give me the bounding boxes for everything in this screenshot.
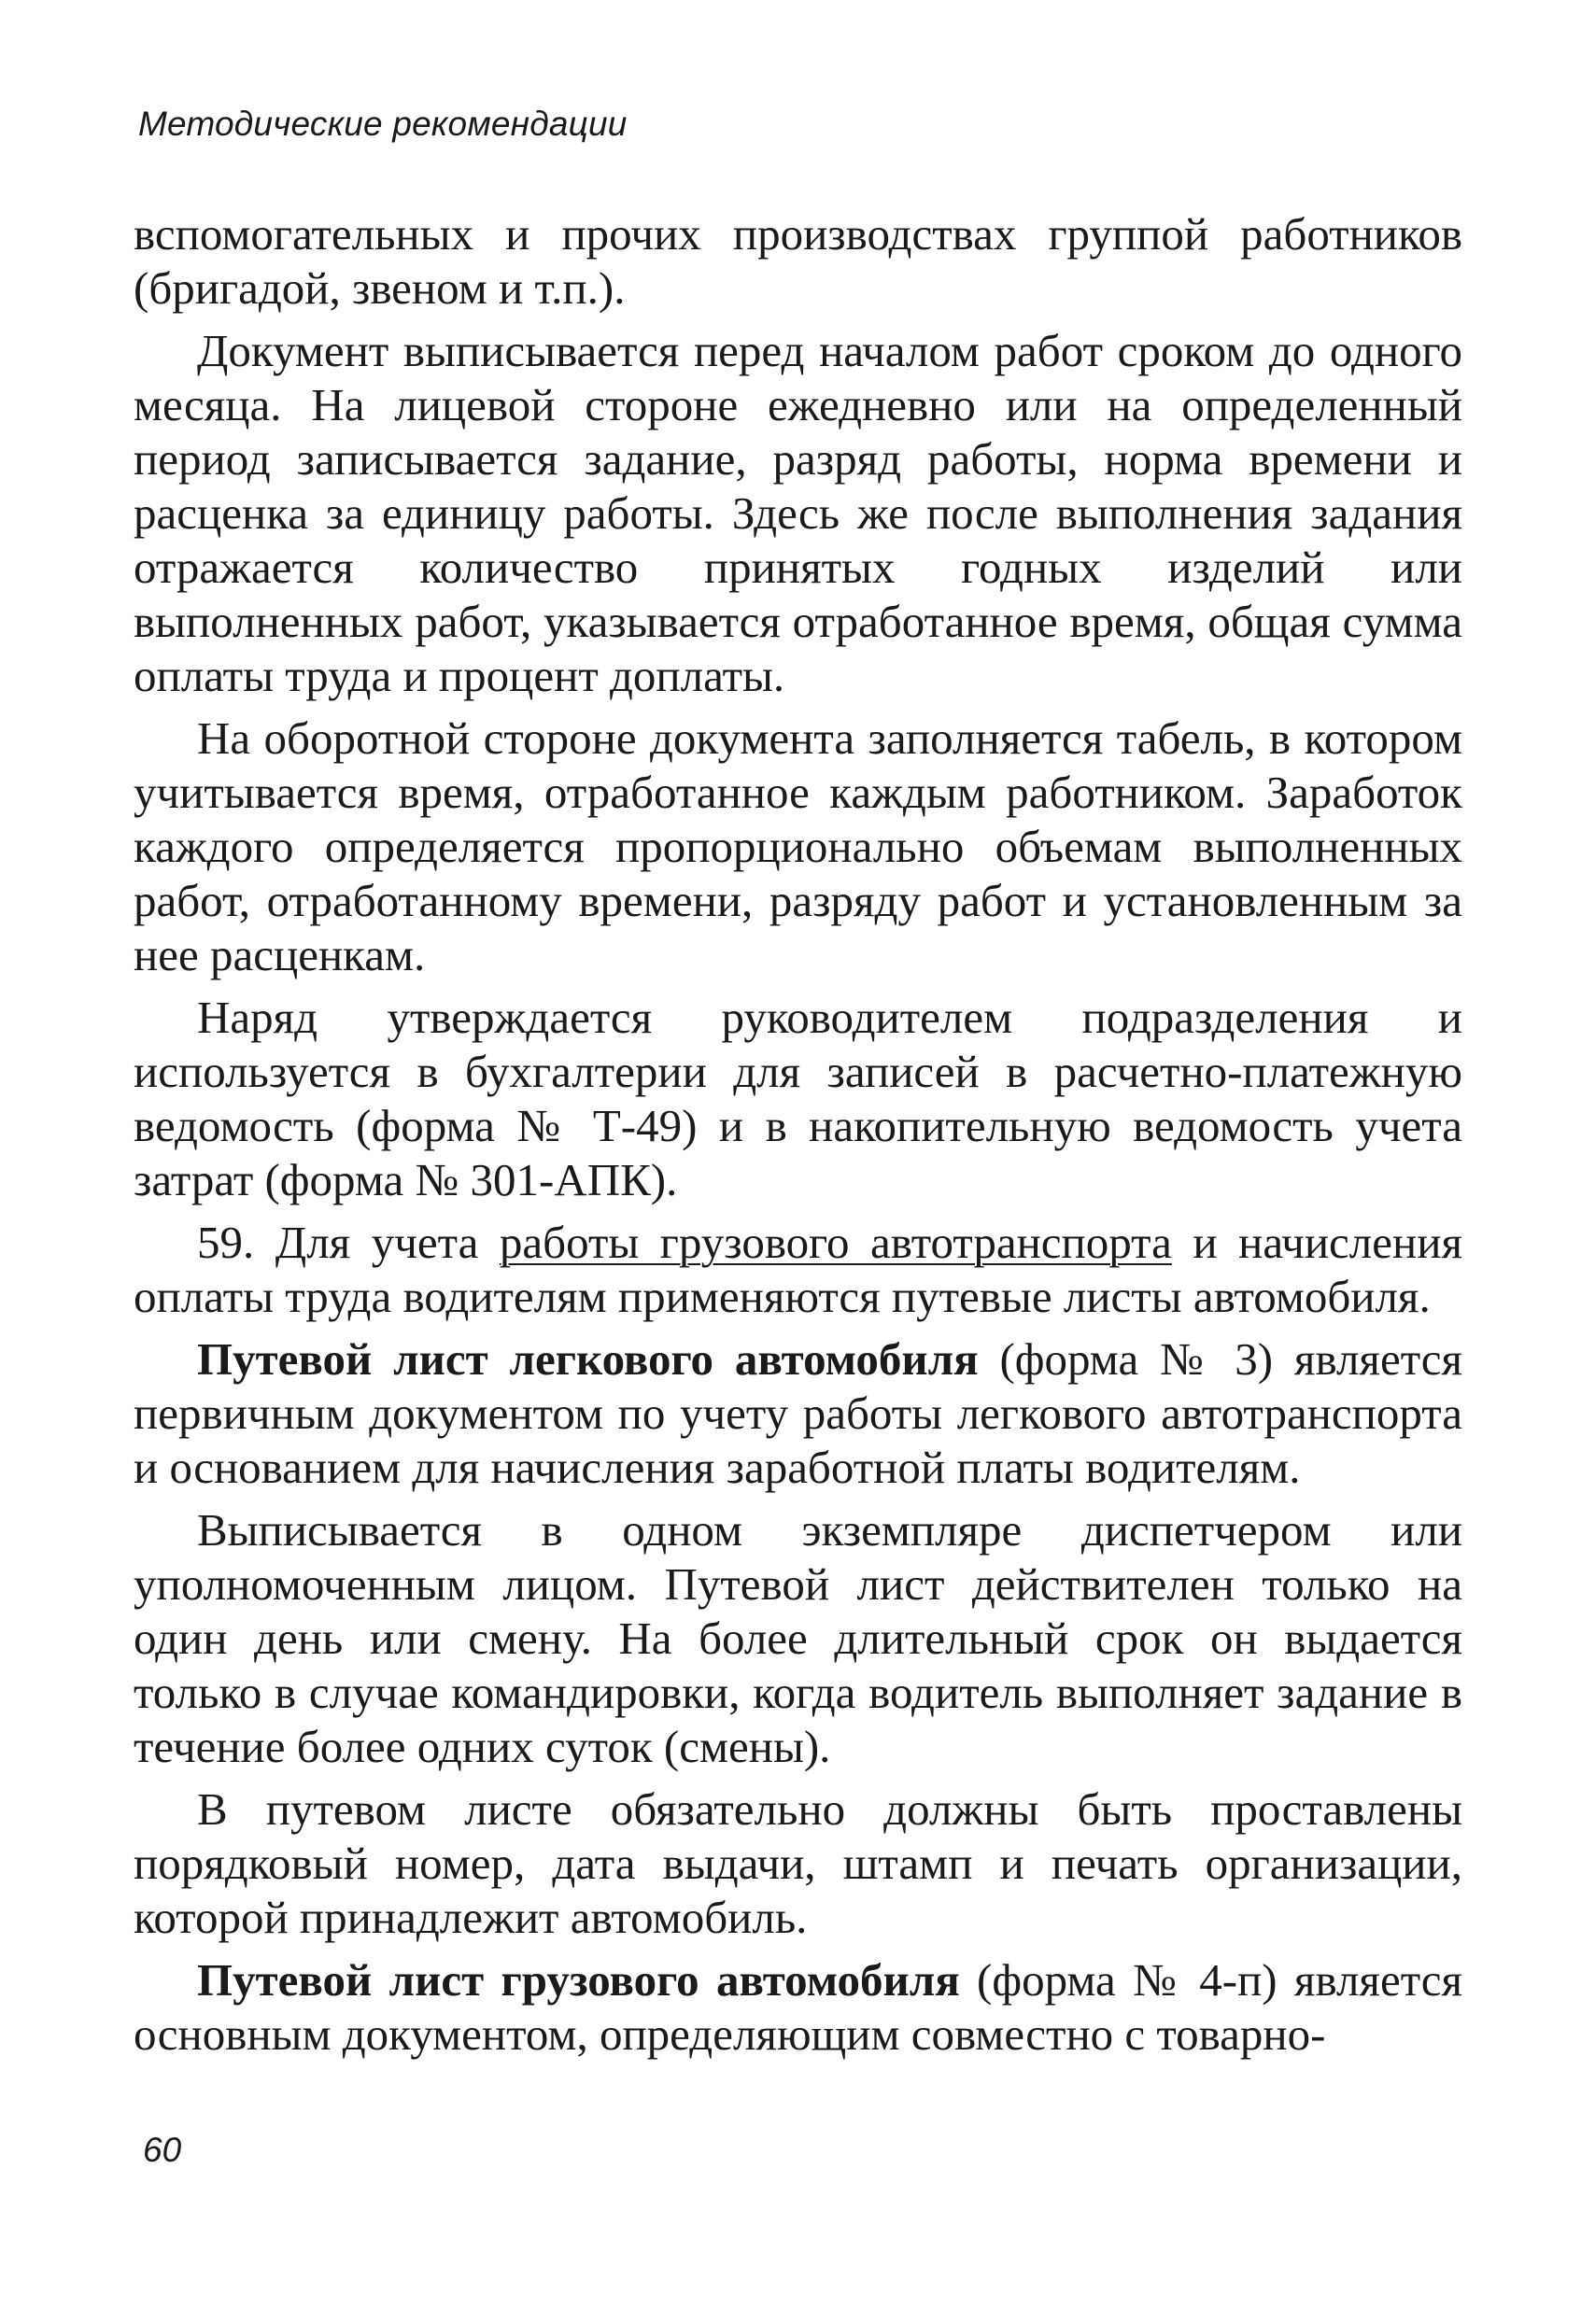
running-head: Методические рекомендации [138,105,628,143]
passenger-waybill-definition: (форма № 3) является первичным документом по учету работы легкового автотранспорта и основанием для начисления заработной платы водителям. [134,1333,1462,1493]
paragraph-truck-waybill [134,1953,1462,2062]
paragraph-required-fields: В путевом листе обязательно должны быть проставлены порядковый номер, дата выдачи, штамп и печать организации, которой принадлежит автомобиль. [134,1783,1462,1943]
paragraph-item-59 [134,1216,1462,1324]
term-truck-waybill: Путевой лист грузового автомобиля [197,1954,960,2006]
paragraph-approval: Наряд утверждается руководителем подразделения и используется в бухгалтерии для записей в расчетно-платежную ведомость (форма № Т-49) и в накопительную ведомость учета затрат (форма № 301-АПК). [134,992,1462,1205]
paragraph-document-issue: Документ выписывается перед началом работ сроком до одного месяца. На лицевой стороне ежедневно или на определенный период записывается задание, разряд работы, норма времени и расценка за единицу работы. Здесь же после выполнения задания отражается количество принятых годных изделий или выполненных работ, указывается отработанное время, общая сумма оплаты труда и процент доплаты. [134,325,1462,701]
item-59-lead: 59. Для учета [197,1217,500,1268]
underlined-phrase: работы грузового автотранспорта [499,1217,1172,1268]
paragraph-passenger-waybill [134,1332,1462,1495]
paragraph-continuation: вспомогательных и прочих производствах группой работников (бригадой, звеном и т.п.). [134,208,1462,314]
page-number: 60 [143,2131,182,2169]
paragraph-reverse-side: На оборотной стороне документа заполняется табель, в котором учитывается время, отработанное каждым работником. Заработок каждого определяется пропорционально объемам выполненных работ, отработанному времени, разряду работ и установленным за нее расценкам. [134,712,1462,980]
truck-waybill-definition: (форма № 4-п) является основным документом, определяющим совместно с товарно- [134,1954,1462,2060]
body-text [134,207,1462,2070]
item-59-rest: и начисления оплаты труда водителям применяются путевые листы автомобиля. [134,1217,1462,1322]
paragraph-issuance: Выписывается в одном экземпляре диспетчером или уполномоченным лицом. Путевой лист действителен только на один день или смену. На более длительный срок он выдается только в случае командировки, когда водитель выполняет задание в течение более одних суток (смены). [134,1504,1462,1772]
term-passenger-waybill: Путевой лист легкового автомобиля [197,1333,979,1385]
